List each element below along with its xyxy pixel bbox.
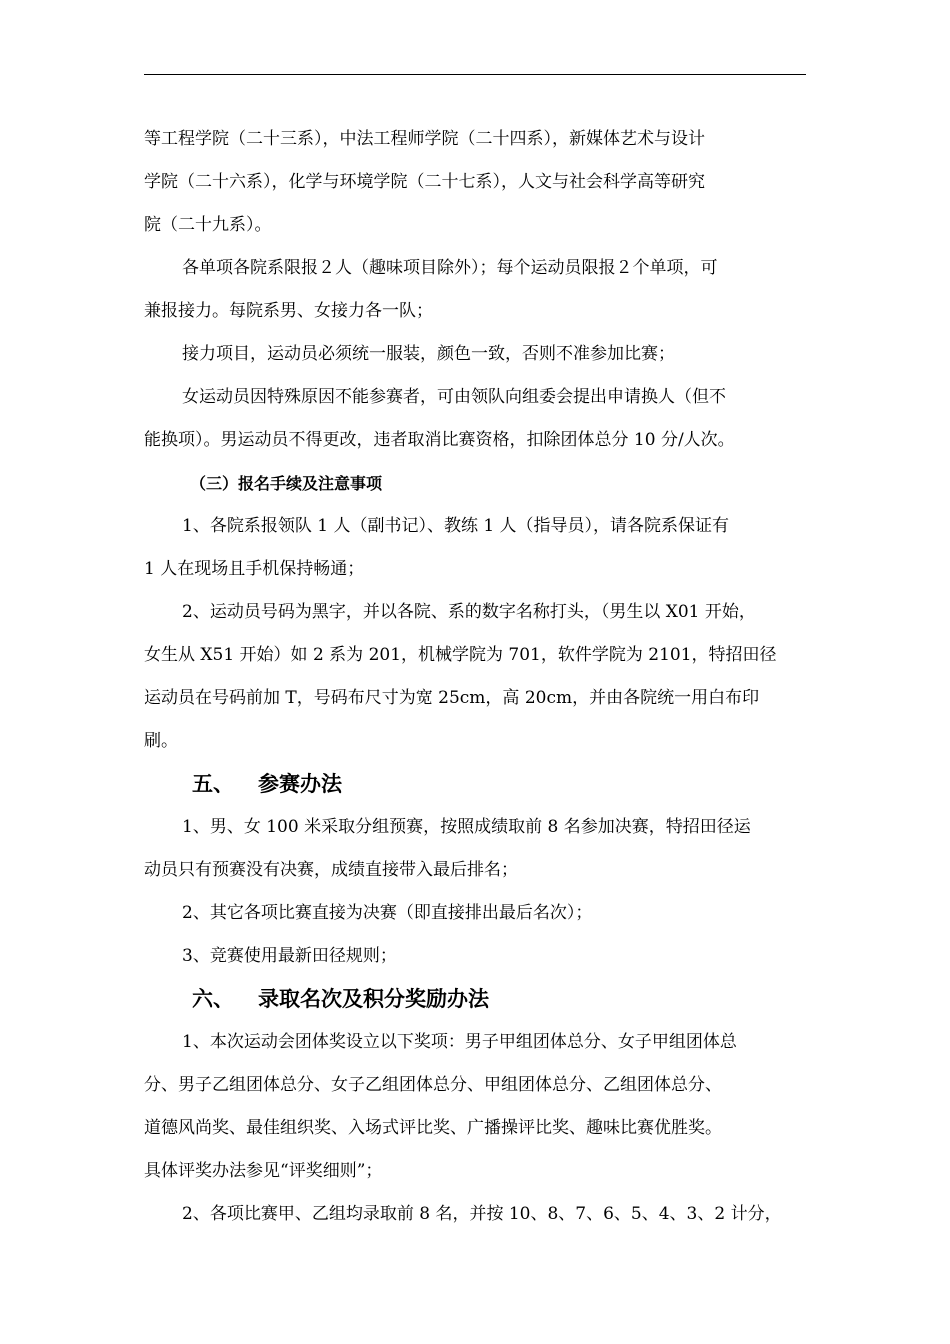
paragraph-line: 1、各院系报领队 1 人（副书记）、教练 1 人（指导员），请各院系保证有	[182, 516, 730, 536]
paragraph-line: 能换项）。男运动员不得更改，违者取消比赛资格，扣除团体总分 10 分/人次。	[144, 430, 735, 450]
paragraph-line: 3、竞赛使用最新田径规则；	[182, 946, 397, 966]
paragraph-line: 2、各项比赛甲、乙组均录取前 8 名，并按 10、8、7、6、5、4、3、2 计分，	[182, 1204, 782, 1224]
paragraph-line: 女生从 X51 开始）如 2 系为 201，机械学院为 701，软件学院为 2101，特招田径	[144, 645, 777, 665]
section-heading-5	[144, 763, 809, 806]
paragraph-line: 具体评奖办法参见“评奖细则”；	[144, 1161, 383, 1181]
paragraph-line: 运动员在号码前加 T，号码布尺寸为宽 25cm，高 20cm，并由各院统一用白布印	[144, 688, 760, 708]
section-number: 五、	[192, 772, 234, 796]
paragraph-line: 动员只有预赛没有决赛，成绩直接带入最后排名；	[144, 860, 518, 880]
section-number: 六、	[192, 987, 234, 1011]
paragraph-line: 1 人在现场且手机保持畅通；	[144, 559, 365, 579]
paragraph-line: 女运动员因特殊原因不能参赛者，可由领队向组委会提出申请换人（但不	[182, 387, 726, 407]
header-rule	[144, 74, 806, 75]
paragraph-line: 道德风尚奖、最佳组织奖、入场式评比奖、广播操评比奖、趣味比赛优胜奖。	[144, 1118, 722, 1138]
subsection-heading: （三）报名手续及注意事项	[190, 474, 383, 493]
paragraph-line: 兼报接力。每院系男、女接力各一队；	[144, 301, 433, 321]
section-heading-6	[144, 978, 809, 1021]
paragraph-line: 分、男子乙组团体总分、女子乙组团体总分、甲组团体总分、乙组团体总分、	[144, 1075, 722, 1095]
paragraph-line: 1、本次运动会团体奖设立以下奖项：男子甲组团体总分、女子甲组团体总	[182, 1032, 737, 1052]
document-body	[144, 118, 809, 1236]
paragraph-line: 接力项目，运动员必须统一服装，颜色一致，否则不准参加比赛；	[182, 344, 675, 364]
paragraph-line: 等工程学院（二十三系），中法工程师学院（二十四系），新媒体艺术与设计	[144, 129, 705, 149]
section-title: 参赛办法	[258, 772, 342, 796]
paragraph-line: 院（二十九系）。	[144, 215, 272, 235]
paragraph-line: 2、运动员号码为黑字，并以各院、系的数字名称打头，（男生以 X01 开始，	[182, 602, 756, 622]
paragraph-line: 学院（二十六系），化学与环境学院（二十七系），人文与社会科学高等研究	[144, 172, 705, 192]
paragraph-line: 各单项各院系限报２人（趣味项目除外）；每个运动员限报２个单项，可	[182, 258, 718, 278]
paragraph-line: 1、男、女 100 米采取分组预赛，按照成绩取前 8 名参加决赛，特招田径运	[182, 817, 751, 837]
paragraph-line: 刷。	[144, 731, 178, 751]
section-title: 录取名次及积分奖励办法	[258, 987, 489, 1011]
paragraph-line: 2、其它各项比赛直接为决赛（即直接排出最后名次）；	[182, 903, 593, 923]
